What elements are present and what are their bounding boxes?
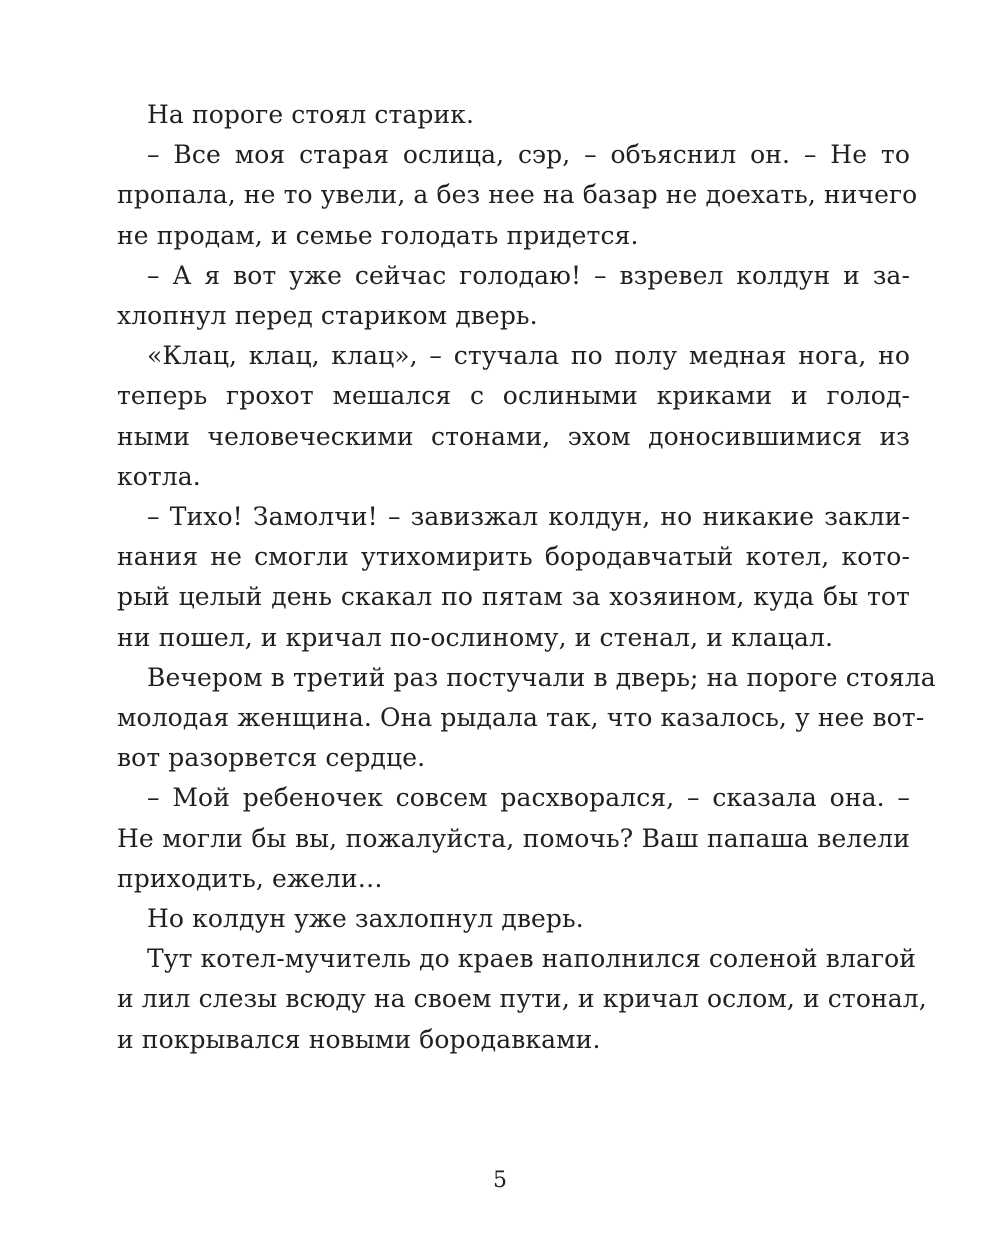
text-line: – Все моя старая ослица, сэр, – объяснил он. – Не то	[147, 140, 910, 170]
text-line: рый целый день скакал по пятам за хозяином, куда бы тот	[117, 582, 910, 612]
text-line: Тут котел-мучитель до краев наполнился соленой влагой	[147, 944, 917, 974]
text-line: хлопнул перед стариком дверь.	[117, 301, 538, 331]
body-text	[117, 95, 936, 1060]
text-line: теперь грохот мешался с ослиными криками и голод-	[117, 381, 910, 411]
text-line: – А я вот уже сейчас голодаю! – взревел колдун и за-	[147, 260, 910, 290]
text-line: вот разорвется сердце.	[117, 743, 426, 773]
text-line: Вечером в третий раз постучали в дверь; на пороге стояла	[147, 662, 936, 692]
text-line: – Тихо! Замолчи! – завизжал колдун, но никакие закли-	[147, 502, 910, 532]
text-line: пропала, не то увели, а без нее на базар не доехать, ничего	[117, 180, 918, 210]
text-line: Но колдун уже захлопнул дверь.	[147, 904, 584, 934]
page-number: 5	[493, 1168, 507, 1193]
text-line: котла.	[117, 461, 201, 491]
text-line: приходить, ежели…	[117, 863, 383, 893]
text-line: и лил слезы всюду на своем пути, и кричал ослом, и стонал,	[117, 984, 927, 1014]
text-line: – Мой ребеночек совсем расхворался, – сказала она. –	[147, 783, 910, 813]
text-line: «Клац, клац, клац», – стучала по полу медная нога, но	[147, 341, 910, 371]
text-line: не продам, и семье голодать придется.	[117, 220, 639, 250]
text-line: На пороге стоял старик.	[147, 100, 475, 129]
text-line: нания не смогли утихомирить бородавчатый котел, кото-	[117, 542, 910, 572]
text-line: и покрывался новыми бородавками.	[117, 1024, 601, 1054]
text-line: ни пошел, и кричал по-ослиному, и стенал, и клацал.	[117, 622, 833, 652]
text-line: Не могли бы вы, пожалуйста, помочь? Ваш папаша велели	[117, 823, 910, 853]
text-line: ными человеческими стонами, эхом доносившимися из	[117, 421, 910, 451]
text-line: молодая женщина. Она рыдала так, что казалось, у нее вот-	[117, 703, 925, 733]
